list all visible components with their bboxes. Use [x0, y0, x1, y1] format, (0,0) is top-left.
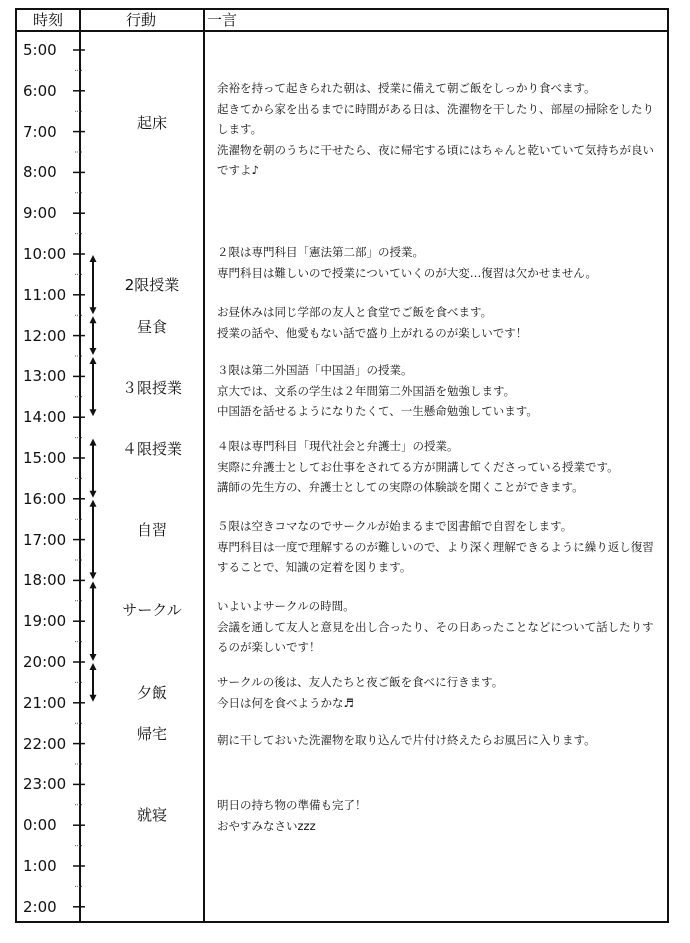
activity-return-home: 帰宅: [136, 725, 167, 743]
time-label: 15:00: [23, 449, 67, 467]
activity-wake-up: 起床: [136, 114, 167, 132]
schedule-arrow-head-down: [90, 572, 97, 579]
comment-lunch: お昼休みは同じ学部の友人と食堂でご飯を食べます。 授業の話や、他愛もない話で盛り上がれるのが楽しいです！: [217, 305, 528, 340]
comment-period2-class: ２限は専門科目「憲法第二部」の授業。 専門科目は難しいので授業についていくのが大変…復習は欠かせません。: [217, 245, 597, 280]
activity-dinner: 夕飯: [136, 684, 167, 702]
time-label: 1:00: [23, 857, 57, 875]
action-column-header: 行動: [125, 11, 156, 29]
time-label: 10:00: [23, 245, 67, 263]
time-label: 13:00: [23, 367, 67, 386]
comment-dinner: サークルの後は、友人たちと夜ご飯を食べに行きます。 今日は何を食べようかな♬: [217, 675, 504, 710]
schedule-arrow-head-down: [90, 654, 97, 661]
comment-return-home: 朝に干しておいた洗濯物を取り込んで片付け終えたらお風呂に入ります。: [217, 733, 596, 747]
schedule-arrow-head-up: [90, 439, 97, 446]
activity-period2-class: 2限授業: [124, 276, 180, 294]
time-label: 11:00: [23, 285, 67, 304]
schedule-arrow-head-down: [90, 409, 97, 416]
time-label: 8:00: [23, 163, 57, 182]
time-label: 14:00: [23, 408, 67, 427]
time-label: 12:00: [23, 326, 67, 345]
schedule-arrow-head-up: [90, 255, 97, 262]
time-label: 0:00: [23, 816, 57, 835]
schedule-arrow-head-up: [90, 500, 97, 507]
time-label: 23:00: [23, 775, 67, 794]
schedule-arrow-head-up: [90, 663, 97, 670]
schedule-arrow-head-down: [90, 491, 97, 498]
time-label: 6:00: [23, 81, 57, 100]
time-label: 22:00: [23, 734, 67, 753]
schedule-arrow-head-up: [90, 357, 97, 364]
time-label: 9:00: [23, 204, 57, 223]
comment-bedtime: 明日の持ち物の準備も完了！ おやすみなさいzzz: [217, 798, 367, 833]
comment-wake-up: 余裕を持って起きられた朝は、授業に備えて朝ご飯をしっかり食べます。 起きてから家を出るまでに時間がある日は、洗濯物を干したり、部屋の掃除をしたりします。 洗濯物を朝のうちに干せたら、夜に帰宅する頃にはちゃんと乾いていて気持ちが良いですよ♪: [217, 81, 654, 177]
activity-period3-class: ３限授業: [121, 379, 182, 397]
comment-column-header: 一言: [207, 11, 238, 29]
schedule-arrow-head-down: [90, 307, 97, 314]
time-label: 18:00: [23, 571, 67, 590]
comment-period4-class: ４限は専門科目「現代社会と弁護士」の授業。 実際に弁護士としてお仕事をされてる方が開講してくださっている授業です。 講師の先生方の、弁護士としての実際の体験談を聞くことができます。: [217, 439, 619, 494]
schedule-arrow-head-up: [90, 316, 97, 323]
activity-lunch: 昼食: [136, 318, 167, 336]
schedule-arrow-head-down: [90, 695, 97, 702]
schedule-arrow-head-down: [90, 348, 97, 355]
schedule-table: [15, 8, 669, 923]
time-label: 5:00: [23, 41, 57, 59]
time-label: 21:00: [23, 693, 67, 712]
time-label: 17:00: [23, 530, 67, 549]
activity-self-study: 自習: [136, 521, 167, 539]
time-label: 20:00: [23, 653, 67, 671]
time-column-header: 時刻: [32, 11, 63, 29]
activity-circle: サークル: [122, 601, 182, 619]
schedule-arrow-head-up: [90, 581, 97, 588]
time-label: 19:00: [23, 612, 67, 631]
time-label: 2:00: [23, 897, 57, 916]
time-label: 7:00: [23, 122, 57, 141]
activity-bedtime: 就寝: [136, 806, 167, 824]
activity-period4-class: ４限授業: [121, 440, 182, 458]
comment-self-study: ５限は空きコマなのでサークルが始まるまで図書館で自習をします。 専門科目は一度で理解するのが難しいので、より深く理解できるように繰り返し復習することで、知識の定着を図ります。: [217, 519, 654, 574]
comment-circle: いよいよサークルの時間。 会議を通して友人と意見を出し合ったり、その日あったことなどについて話したりするのが楽しいです！: [217, 599, 654, 654]
time-label: 16:00: [23, 489, 67, 508]
comment-period3-class: ３限は第二外国語「中国語」の授業。 京大では、文系の学生は２年間第二外国語を勉強します。 中国語を話せるようになりたくて、一生懸命勉強しています。: [217, 363, 538, 418]
